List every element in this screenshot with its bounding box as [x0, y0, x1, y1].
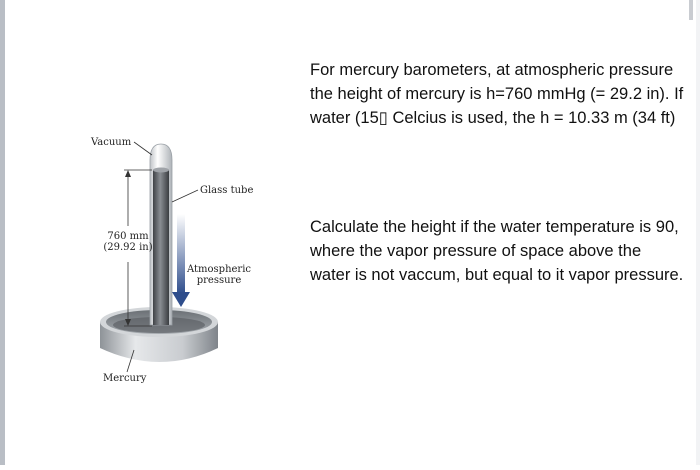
atmospheric-label: Atmospheric — [186, 264, 252, 275]
paragraph-question: Calculate the height if the water temperature is 90, where the vapor pressure of space above the water is not vaccum, but equal to it vapor pressure. — [310, 218, 684, 284]
glass-tube-leader-line — [172, 190, 198, 202]
scroll-indicator — [689, 0, 693, 20]
glass-tube — [150, 144, 172, 325]
right-border — [696, 0, 700, 465]
height-mm-label: 760 mm — [107, 231, 149, 242]
vacuum-label: Vacuum — [91, 137, 132, 148]
height-in-label: (29.92 in) — [103, 242, 153, 253]
glass-tube-label: Glass tube — [200, 185, 254, 196]
vacuum-leader-line — [134, 142, 152, 155]
barometer-figure — [0, 0, 300, 465]
mercury-label: Mercury — [103, 373, 147, 384]
atmospheric-pressure-arrow — [172, 214, 190, 307]
pressure-label: pressure — [196, 275, 242, 286]
paragraph-barometer-info: For mercury barometers, at atmospheric pressure the height of mercury is h=760 mmHg (= 29.2 in). If water (15▯ Celcius is used, the h = 10.33 m (34 ft) — [310, 61, 684, 127]
